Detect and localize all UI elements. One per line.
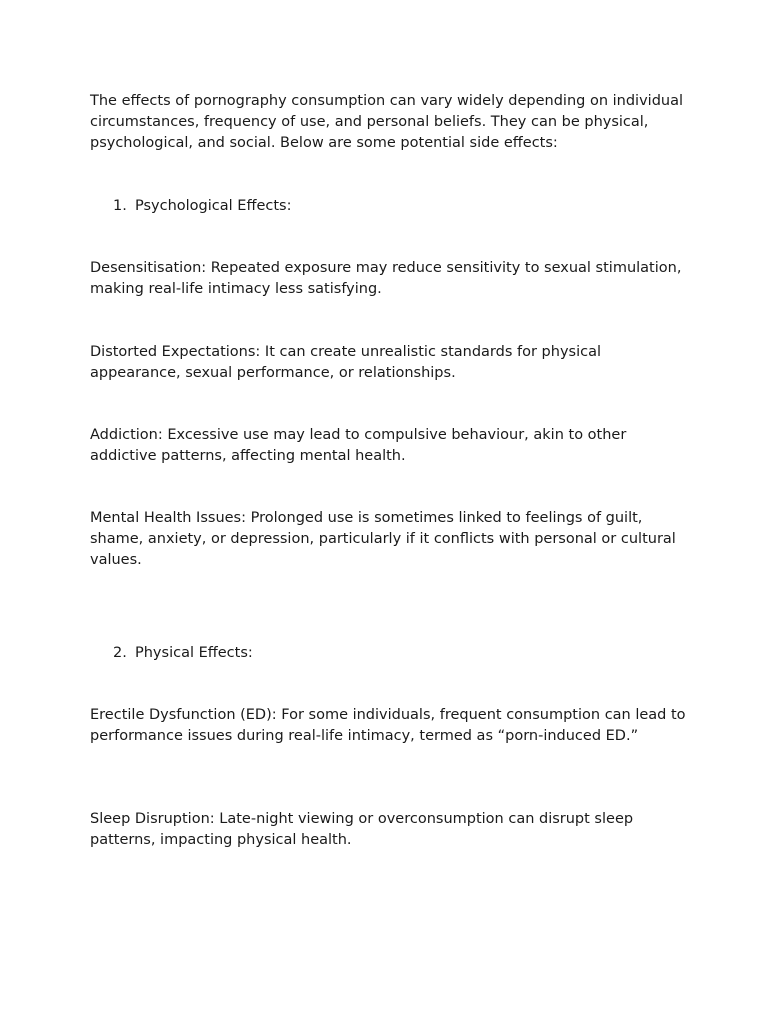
section-heading-label: Physical Effects: — [135, 645, 253, 661]
list-number: 1. — [113, 198, 127, 214]
section-heading-label: Psychological Effects: — [135, 198, 292, 214]
paragraph-erectile-dysfunction: Erectile Dysfunction (ED): For some individuals, frequent consumption can lead to performance issues during real-life intimacy, termed as “porn-induced ED.” — [90, 707, 686, 744]
section-heading-physical — [113, 643, 673, 664]
paragraph-addiction: Addiction: Excessive use may lead to compulsive behaviour, akin to other addictive patterns, affecting mental health. — [90, 427, 627, 464]
intro-paragraph: The effects of pornography consumption can vary widely depending on individual circumstances, frequency of use, and personal beliefs. They can be physical, psychological, and social. Below are some potential side effects: — [90, 93, 684, 151]
paragraph-mental-health: Mental Health Issues: Prolonged use is sometimes linked to feelings of guilt, shame, anxiety, or depression, particularly if it conflicts with personal or cultural values. — [90, 510, 676, 568]
paragraph-desensitisation: Desensitisation: Repeated exposure may reduce sensitivity to sexual stimulation, making real-life intimacy less satisfying. — [90, 260, 682, 297]
paragraph-sleep-disruption: Sleep Disruption: Late-night viewing or overconsumption can disrupt sleep patterns, impacting physical health. — [90, 811, 634, 848]
list-number: 2. — [113, 645, 127, 661]
section-heading-psychological — [113, 196, 673, 217]
paragraph-distorted-expectations: Distorted Expectations: It can create unrealistic standards for physical appearance, sexual performance, or relationships. — [90, 344, 601, 381]
